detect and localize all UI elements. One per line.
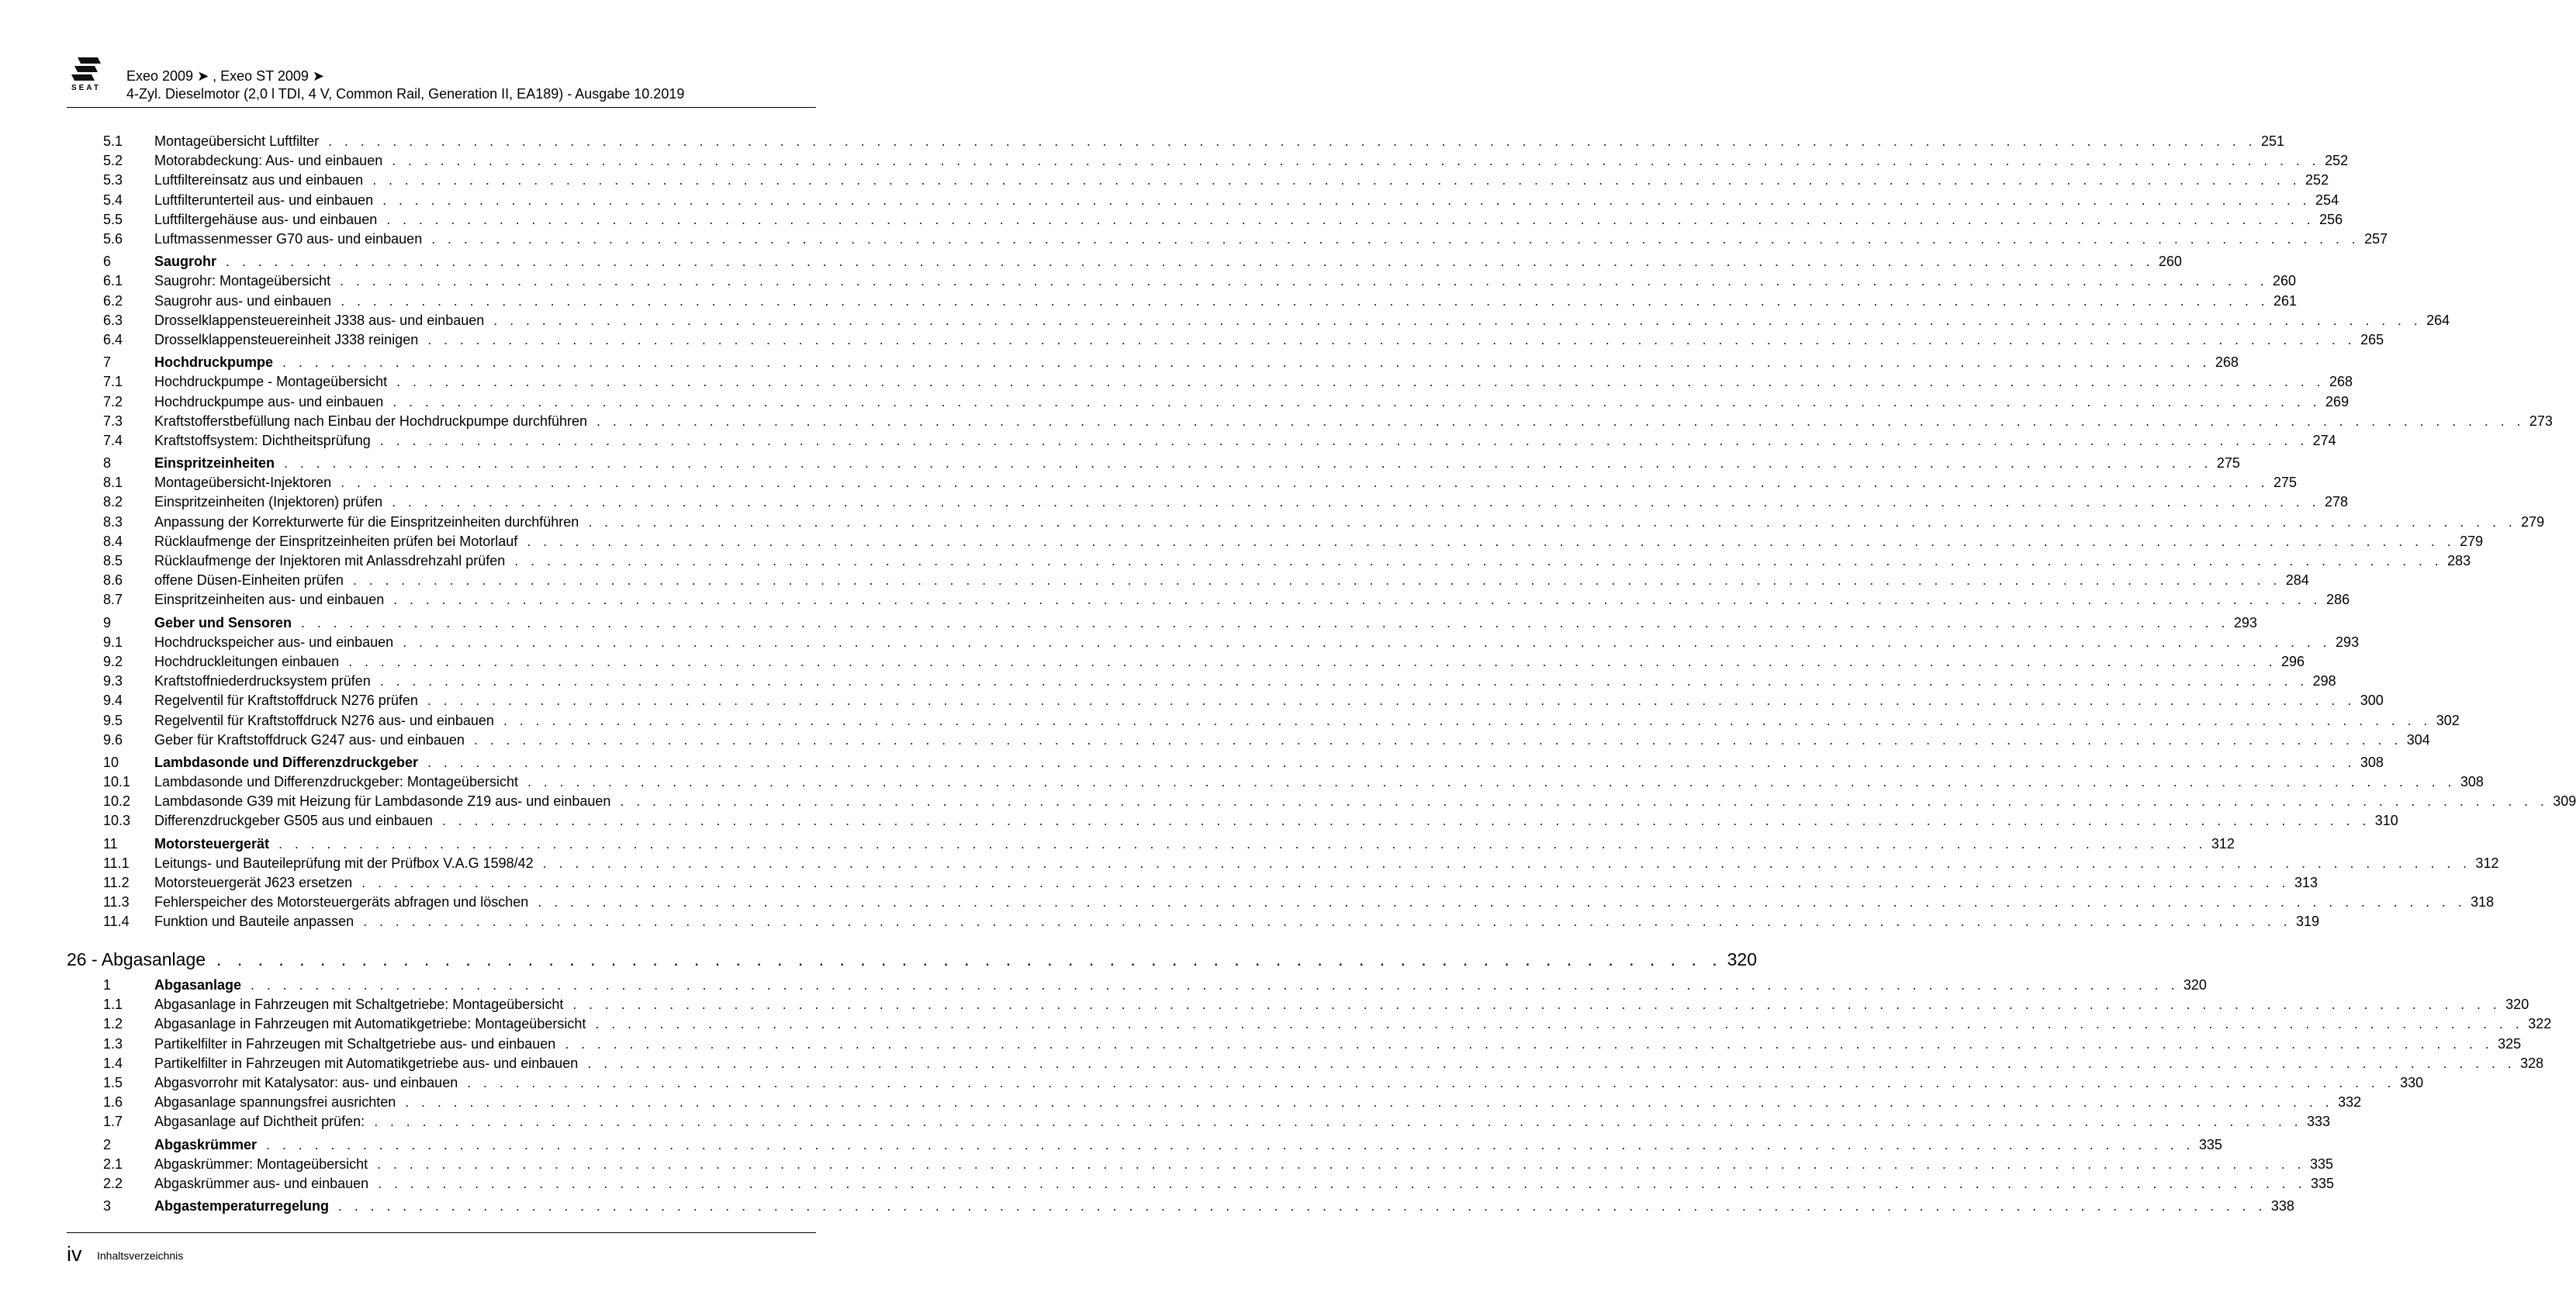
toc-entry-page: 265 <box>2360 331 2384 347</box>
toc-entry-page: 335 <box>2311 1175 2335 1191</box>
toc-entry-title: Abgasvorrohr mit Katalysator: aus- und einbauen <box>154 1075 458 1091</box>
toc-entry-title: Leitungs- und Bauteileprüfung mit der Prüfbox V.A.G 1598/42 <box>154 855 534 871</box>
toc-entry-row[interactable] <box>103 1155 2334 1174</box>
toc-leader-dots: . . . . . . . . . . . . . . . . . . . . . . . . . . . . . . . . . . . . . . . . . . . . . . . . . . . . . . . . . . . . . . . . . . . . . . . . . . . . . . . . . . . . . . . . . . . . . . . . . . . . . . . . . . . . . . . . . . . . . . . . <box>278 835 2207 852</box>
toc-entry-title: Rücklaufmenge der Injektoren mit Anlassdrehzahl prüfen <box>154 553 506 569</box>
toc-leader-dots: . . . . . . . . . . . . . . . . . . . . . . . . . . . . . . . . . . . . . . . . . . . . . . . . . . . . . . . . . . . . . . . . . . . . . . . . . . . . . . . . . . . . . . . . . . . . . . . . . . . . . . . . . . . . . . . . . . . . . . . . <box>284 455 2212 472</box>
toc-leader-dots: . . . . . . . . . . . . . . . . . . . . . . . . . . . . . . . . . . . . . . . . . . . . . . . . . . . . . . . . . . . . . . . . . . . . . . . . . . . . . . . . . . . . . . . . . . . . . . . . . . . . . . . . . . . . . . . . . . . . . . . . <box>538 894 2467 910</box>
toc-entry-row[interactable] <box>103 652 2305 672</box>
toc-entry-title: Geber und Sensoren <box>154 614 292 631</box>
toc-entry-page: 268 <box>2215 354 2239 371</box>
toc-entry-title: Luftfiltereinsatz aus und einbauen <box>154 172 364 188</box>
toc-leader-dots: . . . . . . . . . . . . . . . . . . . . . . . . . . . . . . . . . . . . . . . . . . . . . . . . . . . . . . . . . . . . . . . . . . . . . . . . . . . . . . . . . . . . . . . . . . . . . . . . . . . . . . . . . . . . . . . . . . . . . . . . <box>341 292 2270 309</box>
toc-leader-dots: . . . . . . . . . . . . . . . . . . . . . . . . . . . . . . . . . . . . . . . . . . . . . . . . . . . . . . . . . . . . . . . . . . . . . . . . . . . . . . . . . . . . . . . . . . . . . . . . . . . . . . . . . . . . . . . . . . . . . . . . <box>596 413 2525 429</box>
toc-entry-page: 325 <box>2498 1035 2522 1052</box>
toc-list-abgasanlage <box>103 973 2552 1216</box>
toc-entry-row[interactable] <box>103 330 2384 350</box>
toc-entry-number: 9.6 <box>103 731 123 748</box>
toc-leader-dots: . . . . . . . . . . . . . . . . . . . . . . . . . . . . . . . . . . . . . . . . . . . . . . . . . . . . . . . . . . . . . . . . . . . . . . . . . . . . . . . . . . . . . . . . . . . . . . . . . . . . . . . . . . . . . . . . . . . . . . . . <box>382 192 2311 208</box>
seat-logo <box>67 56 113 95</box>
toc-entry-page: 319 <box>2296 914 2320 930</box>
toc-leader-dots: . . . . . . . . . . . . . . . . . . . . . . . . . . . . . . . . . . . . . . . . . . . . . . . . . . . . . . . . . . . . . . . . . . . . . . . . . . . . . . . . . . . . . . . . . . . . . . . . . . . . . . . . . . . . . . . . . . . . . . . . <box>396 374 2325 390</box>
toc-entry-page: 269 <box>2325 393 2350 409</box>
toc-entry-number: 9.1 <box>103 634 123 650</box>
toc-entry-number: 1.7 <box>103 1114 123 1130</box>
toc-entry-number: 10 <box>103 754 119 770</box>
toc-entry-number: 6 <box>103 254 112 270</box>
toc-entry-title: offene Düsen-Einheiten prüfen <box>154 572 344 589</box>
toc-entry-page: 274 <box>2312 432 2336 448</box>
toc-leader-dots: . . . . . . . . . . . . . . . . . . . . . . . . . . . . . . . . . . . . . . . . . . . . . . . . . . . . . . . . . . . . . . . . . . . . . . . . . . . . . . . . . . . . . . . . . . . . . . . . . . . . . . . . . . . . . . . . . . . . . . . . <box>403 634 2332 650</box>
toc-leader-dots: . . . . . . . . . . . . . . . . . . . . . . . . . . . . . . . . . . . . . . . . . . . . . . . . . . . . . . . . . . . . . . . . . . . . . . . . . . . . . . . . . . . . . . . . . . . . . . . . . . . . . . . . . . . . . . . . . . . . . . . . <box>467 1075 2396 1091</box>
toc-leader-dots: . . . . . . . . . . . . . . . . . . . . . . . . . . . . . . . . . . . . . . . . . . . . . . . . . . . . . . . . . . . . . . . . . . . . . . . . . . . . . . . . . . . . . . . . . . . . . . . . . . . . . . . . . . . . . . . . . . . . . . . . <box>527 774 2456 790</box>
toc-entry-row[interactable] <box>103 1035 2522 1054</box>
toc-leader-dots: . . . . . . . . . . . . . . . . . . . . . . . . . . . . . . . . . . . . . . . . . . . . . . . . . . . . . . . . . . . . . . . . . . . . . . . . . . . . . . . . . . . . . . . . . . . . . . . . . . . . . . . . . . . . . . . . . . . . . . . . <box>392 153 2321 169</box>
toc-entry-row[interactable] <box>103 893 2495 912</box>
toc-entry-page: 252 <box>2305 172 2329 188</box>
toc-entry-number: 7.2 <box>103 393 123 409</box>
header-engine: 4-Zyl. Dieselmotor (2,0 l TDI, 4 V, Common Rail, Generation II, EA189) - Ausgabe 10.2019 <box>126 86 685 102</box>
toc-leader-dots: . . . . . . . . . . . . . . . . . . . . . . . . . . . . . . . . . . . . . . . . . . . . . . . . . . . . . . . . . . . . . . . . . . . . . . . . . . . . . . . . . . . . . . . . . . . . . . . . . . . . . . . . . . . . . . . . . . . . . . . . <box>527 533 2456 549</box>
toc-leader-dots: . . . . . . . . . . . . . . . . . . . . . . . . . . . . . . . . . . . . . . . . . . . . . . . . . . . . . . . . . . . . . . . . . . . . . . . . . . . . . . . . . . . . . . . . . . . . . . . . . . . . . . . . . . . . . . . . . . . . . . . . <box>431 231 2360 247</box>
toc-entry-row[interactable] <box>103 492 2349 512</box>
toc-leader-dots: . . . . . . . . . . . . . . . . . . . . . . . . . . . . . . . . . . . . . . . . . . . . . . . . . . . . . . . . . . . . . . . . . . . . . . . . . . . . . . . . . . . . . . . . . . . . . . . . . . . . . . . . . . . . . . . . . . . . . . . . <box>427 754 2356 770</box>
toc-leader-dots: . . . . . . . . . . . . . . . . . . . . . . . . . . . . . . . . . . . . . . . . . . . . . . . . . . . . . . . . . . . . . . . . . . . . . . . . . . . . . . . . . . . . . . . . . . . . . . . . . . . . . . . . . . . . . . . . . . . . . . . . <box>377 1156 2305 1172</box>
toc-entry-page: 304 <box>2406 731 2430 748</box>
toc-leader-dots: . . . . . . . . . . . . . . . . . . . . . . . . . . . . . . . . . . . . . . . . . . . . . . . . . . . . . . . . . . . . . . . . . . . . . . . . . . . . . . . . . . . . . . . . . . . . . . . . . . . . . . . . . . . . . . . . . . . . . . . . <box>378 1175 2307 1191</box>
toc-entry-number: 1.6 <box>103 1094 123 1111</box>
toc-entry-number: 1 <box>103 977 112 993</box>
toc-entry-page: 312 <box>2211 835 2235 852</box>
toc-entry-page: 254 <box>2315 192 2339 208</box>
toc-entry-row[interactable] <box>103 772 2484 792</box>
toc-entry-title: Luftfilterunterteil aus- und einbauen <box>154 192 374 208</box>
toc-leader-dots: . . . . . . . . . . . . . . . . . . . . . . . . . . . . . . . . . . . . . . . . . . . . . . . . . . . . . . . . . . . . . . . . . . . . . . . . . . . . . . . . . . . . . . . . . . . . . . . . . . . . . . . . . . . . . . . . . . . . . . . . <box>473 731 2402 748</box>
toc-entry-row[interactable] <box>103 1014 2552 1034</box>
toc-entry-page: 260 <box>2272 273 2297 289</box>
toc-entry-number: 6.1 <box>103 273 123 289</box>
toc-entry-page: 335 <box>2309 1156 2334 1172</box>
toc-entry-number: 8.7 <box>103 592 123 608</box>
toc-section-row[interactable] <box>103 976 2207 995</box>
toc-leader-dots: . . . . . . . . . . . . . . . . . . . . . . . . . . . . . . . . . . . . . . . . . . . . . . . . . . . . . . . . . . . . . . . . . . . . . . . . . . . . . . . . . . . . . . . . . . . . . . . . . . . . . . . . . . . . . . . . . . . . . . . . <box>441 813 2370 829</box>
toc-entry-row[interactable] <box>103 571 2309 590</box>
toc-entry-row[interactable] <box>103 633 2360 652</box>
toc-entry-number: 8.4 <box>103 533 123 549</box>
toc-entry-title: Motorsteuergerät <box>154 835 270 852</box>
toc-entry-number: 2.1 <box>103 1156 123 1172</box>
toc-leader-dots: . . . . . . . . . . . . . . . . . . . . . . . . . . . . . . . . . . . . . . . . . . . . . . . . . . . . . . . . . . . . . . . . . . . . . . . . . . . . . . . . . . . . . . . . . . . . . . . . . . . . . . . . . . . . . . . . . . . . . . . . <box>363 914 2292 930</box>
toc-entry-number: 3 <box>103 1198 112 1214</box>
toc-entry-number: 5.1 <box>103 133 123 150</box>
toc-entry-page: 302 <box>2436 712 2460 728</box>
toc-entry-number: 9.5 <box>103 712 123 728</box>
chapter-leader-dots: . . . . . . . . . . . . . . . . . . . . . . . . . . . . . . . . . . . . . . . . . . . . . . . . . . . . . . . . . . . . . . . . . . . . . . . . . <box>216 948 1723 969</box>
toc-entry-title: Abgasanlage in Fahrzeugen mit Schaltgetriebe: Montageübersicht <box>154 997 564 1013</box>
toc-entry-title: Abgasanlage spannungsfrei ausrichten <box>154 1094 396 1111</box>
toc-entry-title: Saugrohr: Montageübersicht <box>154 273 331 289</box>
toc-entry-title: Anpassung der Korrekturwerte für die Einspritzeinheiten durchführen <box>154 513 579 530</box>
footer-label: Inhaltsverzeichnis <box>97 1249 184 1262</box>
toc-entry-number: 10.2 <box>103 793 131 810</box>
toc-entry-row[interactable] <box>103 171 2329 190</box>
toc-entry-title: Partikelfilter in Fahrzeugen mit Schaltgetriebe aus- und einbauen <box>154 1035 556 1052</box>
toc-leader-dots: . . . . . . . . . . . . . . . . . . . . . . . . . . . . . . . . . . . . . . . . . . . . . . . . . . . . . . . . . . . . . . . . . . . . . . . . . . . . . . . . . . . . . . . . . . . . . . . . . . . . . . . . . . . . . . . . . . . . . . . . <box>340 273 2268 289</box>
toc-entry-row[interactable] <box>103 1174 2335 1194</box>
toc-entry-page: 298 <box>2312 673 2336 689</box>
toc-entry-title: Hochdruckpumpe - Montageübersicht <box>154 374 388 390</box>
toc-entry-title: Einspritzeinheiten <box>154 455 275 472</box>
toc-entry-number: 8.6 <box>103 572 123 589</box>
toc-entry-title: Partikelfilter in Fahrzeugen mit Automatikgetriebe aus- und einbauen <box>154 1055 579 1071</box>
toc-entry-number: 7.4 <box>103 432 123 448</box>
toc-entry-number: 5.6 <box>103 231 123 247</box>
toc-entry-number: 8.3 <box>103 513 123 530</box>
toc-entry-number: 9.2 <box>103 653 123 669</box>
toc-entry-row[interactable] <box>103 191 2339 210</box>
toc-entry-number: 8 <box>103 455 112 472</box>
toc-entry-page: 328 <box>2520 1055 2544 1071</box>
page-header <box>67 53 816 108</box>
toc-entry-number: 7.3 <box>103 413 123 429</box>
toc-entry-title: Motorsteuergerät J623 ersetzen <box>154 875 353 891</box>
toc-entry-number: 11.2 <box>103 875 130 891</box>
toc-entry-number: 2.2 <box>103 1175 123 1191</box>
toc-entry-title: Fehlerspeicher des Motorsteuergeräts abfragen und löschen <box>154 894 529 910</box>
toc-leader-dots: . . . . . . . . . . . . . . . . . . . . . . . . . . . . . . . . . . . . . . . . . . . . . . . . . . . . . . . . . . . . . . . . . . . . . . . . . . . . . . . . . . . . . . . . . . . . . . . . . . . . . . . . . . . . . . . . . . . . . . . . <box>348 653 2277 669</box>
toc-entry-page: 332 <box>2338 1094 2362 1111</box>
toc-leader-dots: . . . . . . . . . . . . . . . . . . . . . . . . . . . . . . . . . . . . . . . . . . . . . . . . . . . . . . . . . . . . . . . . . . . . . . . . . . . . . . . . . . . . . . . . . . . . . . . . . . . . . . . . . . . . . . . . . . . . . . . . <box>338 1198 2267 1214</box>
chapter-page: 320 <box>1727 948 1757 969</box>
toc-entry-row[interactable] <box>103 691 2384 710</box>
toc-entry-title: Hochdruckpumpe aus- und einbauen <box>154 393 384 409</box>
toc-entry-number: 1.2 <box>103 1016 123 1032</box>
toc-entry-page: 309 <box>2553 793 2576 810</box>
toc-entry-title: Abgasanlage in Fahrzeugen mit Automatikgetriebe: Montageübersicht <box>154 1016 586 1032</box>
toc-entry-title: Saugrohr aus- und einbauen <box>154 292 332 309</box>
toc-entry-number: 5.3 <box>103 172 123 188</box>
toc-leader-dots: . . . . . . . . . . . . . . . . . . . . . . . . . . . . . . . . . . . . . . . . . . . . . . . . . . . . . . . . . . . . . . . . . . . . . . . . . . . . . . . . . . . . . . . . . . . . . . . . . . . . . . . . . . . . . . . . . . . . . . . . <box>251 977 2179 993</box>
toc-entry-title: Montageübersicht-Injektoren <box>154 475 332 491</box>
toc-entry-row[interactable] <box>103 912 2320 931</box>
toc-entry-page: 264 <box>2426 312 2450 328</box>
toc-leader-dots: . . . . . . . . . . . . . . . . . . . . . . . . . . . . . . . . . . . . . . . . . . . . . . . . . . . . . . . . . . . . . . . . . . . . . . . . . . . . . . . . . . . . . . . . . . . . . . . . . . . . . . . . . . . . . . . . . . . . . . . . <box>379 432 2308 448</box>
toc-entry-title: Lambdasonde und Differenzdruckgeber <box>154 754 419 770</box>
toc-entry-page: 310 <box>2374 813 2398 829</box>
toc-entry-page: 260 <box>2158 254 2182 270</box>
toc-entry-title: Luftfiltergehäuse aus- und einbauen <box>154 211 378 227</box>
toc-leader-dots: . . . . . . . . . . . . . . . . . . . . . . . . . . . . . . . . . . . . . . . . . . . . . . . . . . . . . . . . . . . . . . . . . . . . . . . . . . . . . . . . . . . . . . . . . . . . . . . . . . . . . . . . . . . . . . . . . . . . . . . . <box>372 172 2301 188</box>
toc-leader-dots: . . . . . . . . . . . . . . . . . . . . . . . . . . . . . . . . . . . . . . . . . . . . . . . . . . . . . . . . . . . . . . . . . . . . . . . . . . . . . . . . . . . . . . . . . . . . . . . . . . . . . . . . . . . . . . . . . . . . . . . . <box>503 712 2432 728</box>
toc-entry-title: Regelventil für Kraftstoffdruck N276 aus- und einbauen <box>154 712 494 728</box>
toc-entry-number: 1.1 <box>103 997 123 1013</box>
toc-entry-title: Hochdruckleitungen einbauen <box>154 653 340 669</box>
toc-leader-dots: . . . . . . . . . . . . . . . . . . . . . . . . . . . . . . . . . . . . . . . . . . . . . . . . . . . . . . . . . . . . . . . . . . . . . . . . . . . . . . . . . . . . . . . . . . . . . . . . . . . . . . . . . . . . . . . . . . . . . . . . <box>620 793 2549 810</box>
toc-entry-row[interactable] <box>103 1093 2362 1112</box>
toc-entry-number: 5.5 <box>103 211 123 227</box>
toc-entry-row[interactable] <box>103 672 2336 691</box>
toc-entry-row[interactable] <box>103 392 2350 411</box>
toc-entry-page: 320 <box>2505 997 2529 1013</box>
toc-leader-dots: . . . . . . . . . . . . . . . . . . . . . . . . . . . . . . . . . . . . . . . . . . . . . . . . . . . . . . . . . . . . . . . . . . . . . . . . . . . . . . . . . . . . . . . . . . . . . . . . . . . . . . . . . . . . . . . . . . . . . . . . <box>542 855 2471 871</box>
toc-entry-row[interactable] <box>103 230 2388 249</box>
toc-section-row[interactable] <box>103 1135 2222 1155</box>
toc-entry-page: 278 <box>2325 494 2349 510</box>
toc-entry-row[interactable] <box>103 532 2484 551</box>
toc-entry-row[interactable] <box>103 792 2576 811</box>
toc-entry-row[interactable] <box>103 995 2529 1014</box>
toc-leader-dots: . . . . . . . . . . . . . . . . . . . . . . . . . . . . . . . . . . . . . . . . . . . . . . . . . . . . . . . . . . . . . . . . . . . . . . . . . . . . . . . . . . . . . . . . . . . . . . . . . . . . . . . . . . . . . . . . . . . . . . . . <box>282 354 2211 371</box>
toc-entry-page: 293 <box>2233 614 2257 631</box>
toc-entry-page: 256 <box>2319 211 2343 227</box>
toc-leader-dots: . . . . . . . . . . . . . . . . . . . . . . . . . . . . . . . . . . . . . . . . . . . . . . . . . . . . . . . . . . . . . . . . . . . . . . . . . . . . . . . . . . . . . . . . . . . . . . . . . . . . . . . . . . . . . . . . . . . . . . . . <box>379 673 2308 689</box>
toc-entry-number: 11.1 <box>103 855 130 871</box>
toc-leader-dots: . . . . . . . . . . . . . . . . . . . . . . . . . . . . . . . . . . . . . . . . . . . . . . . . . . . . . . . . . . . . . . . . . . . . . . . . . . . . . . . . . . . . . . . . . . . . . . . . . . . . . . . . . . . . . . . . . . . . . . . . <box>572 997 2502 1013</box>
toc-entry-page: 284 <box>2285 572 2309 589</box>
toc-leader-dots: . . . . . . . . . . . . . . . . . . . . . . . . . . . . . . . . . . . . . . . . . . . . . . . . . . . . . . . . . . . . . . . . . . . . . . . . . . . . . . . . . . . . . . . . . . . . . . . . . . . . . . . . . . . . . . . . . . . . . . . . <box>341 475 2269 491</box>
toc-entry-row[interactable] <box>103 292 2298 311</box>
toc-entry-title: Drosselklappensteuereinheit J338 aus- und einbauen <box>154 312 485 328</box>
toc-entry-page: 312 <box>2475 855 2499 871</box>
toc-entry-row[interactable] <box>103 431 2336 451</box>
toc-entry-title: Kraftstoffsystem: Dichtheitsprüfung <box>154 432 371 448</box>
toc-section-row[interactable] <box>103 1197 2294 1216</box>
toc-entry-page: 308 <box>2360 754 2384 770</box>
toc-entry-row[interactable] <box>103 271 2297 291</box>
toc-entry-page: 300 <box>2360 693 2384 709</box>
toc-leader-dots: . . . . . . . . . . . . . . . . . . . . . . . . . . . . . . . . . . . . . . . . . . . . . . . . . . . . . . . . . . . . . . . . . . . . . . . . . . . . . . . . . . . . . . . . . . . . . . . . . . . . . . . . . . . . . . . . . . . . . . . . <box>361 875 2290 891</box>
toc-entry-page: 318 <box>2471 894 2495 910</box>
toc-entry-row[interactable] <box>103 811 2398 831</box>
toc-entry-title: Abgasanlage auf Dichtheit prüfen: <box>154 1114 365 1130</box>
toc-leader-dots: . . . . . . . . . . . . . . . . . . . . . . . . . . . . . . . . . . . . . . . . . . . . . . . . . . . . . . . . . . . . . . . . . . . . . . . . . . . . . . . . . . . . . . . . . . . . . . . . . . . . . . . . . . . . . . . . . . . . . . . . <box>352 572 2281 589</box>
toc-leader-dots: . . . . . . . . . . . . . . . . . . . . . . . . . . . . . . . . . . . . . . . . . . . . . . . . . . . . . . . . . . . . . . . . . . . . . . . . . . . . . . . . . . . . . . . . . . . . . . . . . . . . . . . . . . . . . . . . . . . . . . . . <box>392 494 2321 510</box>
toc-entry-page: 338 <box>2270 1198 2294 1214</box>
toc-leader-dots: . . . . . . . . . . . . . . . . . . . . . . . . . . . . . . . . . . . . . . . . . . . . . . . . . . . . . . . . . . . . . . . . . . . . . . . . . . . . . . . . . . . . . . . . . . . . . . . . . . . . . . . . . . . . . . . . . . . . . . . . <box>405 1094 2334 1111</box>
toc-entry-number: 10.1 <box>103 774 131 790</box>
toc-entry-number: 10.3 <box>103 813 131 829</box>
toc-entry-number: 11 <box>103 835 118 852</box>
toc-entry-page: 330 <box>2400 1075 2424 1091</box>
toc-entry-title: Hochdruckpumpe <box>154 354 274 371</box>
toc-leader-dots: . . . . . . . . . . . . . . . . . . . . . . . . . . . . . . . . . . . . . . . . . . . . . . . . . . . . . . . . . . . . . . . . . . . . . . . . . . . . . . . . . . . . . . . . . . . . . . . . . . . . . . . . . . . . . . . . . . . . . . . . <box>226 254 2154 270</box>
toc-entry-row[interactable] <box>103 372 2353 392</box>
toc-entry-page: 279 <box>2521 513 2545 530</box>
toc-entry-row[interactable] <box>103 1073 2424 1093</box>
toc-entry-row[interactable] <box>103 311 2450 330</box>
toc-entry-row[interactable] <box>103 854 2499 873</box>
toc-entry-title: Montageübersicht Luftfilter <box>154 133 320 150</box>
toc-entry-row[interactable] <box>103 1112 2331 1132</box>
toc-entry-page: 308 <box>2460 774 2484 790</box>
footer-rule <box>67 1232 816 1233</box>
toc-entry-page: 275 <box>2273 475 2298 491</box>
toc-entry-number: 9.4 <box>103 693 123 709</box>
toc-section-row[interactable] <box>103 353 2239 372</box>
toc-leader-dots: . . . . . . . . . . . . . . . . . . . . . . . . . . . . . . . . . . . . . . . . . . . . . . . . . . . . . . . . . . . . . . . . . . . . . . . . . . . . . . . . . . . . . . . . . . . . . . . . . . . . . . . . . . . . . . . . . . . . . . . . <box>587 1055 2516 1071</box>
toc-entry-number: 5.4 <box>103 192 123 208</box>
toc-entry-title: Abgaskrümmer <box>154 1136 258 1152</box>
toc-entry-row[interactable] <box>103 513 2545 532</box>
toc-entry-number: 7 <box>103 354 112 371</box>
toc-entry-page: 279 <box>2460 533 2484 549</box>
seat-s-icon <box>67 56 113 84</box>
toc-entry-row[interactable] <box>103 412 2553 431</box>
toc-entry-title: Regelventil für Kraftstoffdruck N276 prüfen <box>154 693 418 709</box>
toc-entry-title: Lambdasonde G39 mit Heizung für Lambdasonde Z19 aus- und einbauen <box>154 793 611 810</box>
toc-leader-dots: . . . . . . . . . . . . . . . . . . . . . . . . . . . . . . . . . . . . . . . . . . . . . . . . . . . . . . . . . . . . . . . . . . . . . . . . . . . . . . . . . . . . . . . . . . . . . . . . . . . . . . . . . . . . . . . . . . . . . . . . <box>301 614 2229 631</box>
toc-entry-number: 6.3 <box>103 312 123 328</box>
toc-entry-page: 257 <box>2364 231 2388 247</box>
toc-entry-title: Luftmassenmesser G70 aus- und einbauen <box>154 231 423 247</box>
toc-entry-title: Funktion und Bauteile anpassen <box>154 914 354 930</box>
toc-leader-dots: . . . . . . . . . . . . . . . . . . . . . . . . . . . . . . . . . . . . . . . . . . . . . . . . . . . . . . . . . . . . . . . . . . . . . . . . . . . . . . . . . . . . . . . . . . . . . . . . . . . . . . . . . . . . . . . . . . . . . . . . <box>595 1016 2524 1032</box>
header-models: Exeo 2009 ➤ , Exeo ST 2009 ➤ <box>126 68 324 84</box>
toc-entry-row[interactable] <box>103 473 2298 492</box>
toc-entry-page: 286 <box>2326 592 2350 608</box>
toc-entry-page: 296 <box>2281 653 2305 669</box>
toc-leader-dots: . . . . . . . . . . . . . . . . . . . . . . . . . . . . . . . . . . . . . . . . . . . . . . . . . . . . . . . . . . . . . . . . . . . . . . . . . . . . . . . . . . . . . . . . . . . . . . . . . . . . . . . . . . . . . . . . . . . . . . . . <box>328 133 2256 150</box>
toc-leader-dots: . . . . . . . . . . . . . . . . . . . . . . . . . . . . . . . . . . . . . . . . . . . . . . . . . . . . . . . . . . . . . . . . . . . . . . . . . . . . . . . . . . . . . . . . . . . . . . . . . . . . . . . . . . . . . . . . . . . . . . . . <box>565 1035 2494 1052</box>
toc-leader-dots: . . . . . . . . . . . . . . . . . . . . . . . . . . . . . . . . . . . . . . . . . . . . . . . . . . . . . . . . . . . . . . . . . . . . . . . . . . . . . . . . . . . . . . . . . . . . . . . . . . . . . . . . . . . . . . . . . . . . . . . . <box>427 331 2356 347</box>
toc-entry-title: Kraftstoffniederdrucksystem prüfen <box>154 673 371 689</box>
toc-section-row[interactable] <box>103 613 2257 633</box>
toc-entry-number: 9 <box>103 614 112 631</box>
toc-entry-number: 8.5 <box>103 553 123 569</box>
toc-entry-page: 293 <box>2336 634 2360 650</box>
toc-leader-dots: . . . . . . . . . . . . . . . . . . . . . . . . . . . . . . . . . . . . . . . . . . . . . . . . . . . . . . . . . . . . . . . . . . . . . . . . . . . . . . . . . . . . . . . . . . . . . . . . . . . . . . . . . . . . . . . . . . . . . . . . <box>514 553 2443 569</box>
toc-entry-title: Kraftstofferstbefüllung nach Einbau der Hochdruckpumpe durchführen <box>154 413 588 429</box>
toc-entry-page: 268 <box>2329 374 2353 390</box>
toc-entry-number: 6.4 <box>103 331 123 347</box>
toc-entry-number: 2 <box>103 1136 112 1152</box>
toc-entry-number: 6.2 <box>103 292 123 309</box>
toc-entry-number: 11.3 <box>103 894 130 910</box>
toc-entry-title: Saugrohr <box>154 254 217 270</box>
toc-entry-page: 320 <box>2183 977 2207 993</box>
toc-entry-number: 1.3 <box>103 1035 123 1052</box>
toc-entry-title: Geber für Kraftstoffdruck G247 aus- und einbauen <box>154 731 465 748</box>
toc-entry-page: 335 <box>2198 1136 2222 1152</box>
toc-entry-title: Einspritzeinheiten (Injektoren) prüfen <box>154 494 383 510</box>
toc-entry-row[interactable] <box>103 873 2318 893</box>
toc-entry-number: 11.4 <box>103 914 130 930</box>
toc-entry-row[interactable] <box>103 210 2343 230</box>
toc-entry-row[interactable] <box>103 590 2350 610</box>
toc-entry-title: Abgastemperaturregelung <box>154 1198 330 1214</box>
toc-entry-page: 283 <box>2447 553 2471 569</box>
toc-entry-page: 333 <box>2307 1114 2331 1130</box>
toc-entry-number: 9.3 <box>103 673 123 689</box>
toc-leader-dots: . . . . . . . . . . . . . . . . . . . . . . . . . . . . . . . . . . . . . . . . . . . . . . . . . . . . . . . . . . . . . . . . . . . . . . . . . . . . . . . . . . . . . . . . . . . . . . . . . . . . . . . . . . . . . . . . . . . . . . . . <box>392 393 2322 409</box>
toc-leader-dots: . . . . . . . . . . . . . . . . . . . . . . . . . . . . . . . . . . . . . . . . . . . . . . . . . . . . . . . . . . . . . . . . . . . . . . . . . . . . . . . . . . . . . . . . . . . . . . . . . . . . . . . . . . . . . . . . . . . . . . . . <box>427 693 2356 709</box>
toc-entry-title: Motorabdeckung: Aus- und einbauen <box>154 153 383 169</box>
toc-entry-page: 261 <box>2273 292 2298 309</box>
toc-entry-title: Rücklaufmenge der Einspritzeinheiten prüfen bei Motorlauf <box>154 533 518 549</box>
footer-page-number: iv <box>67 1242 82 1266</box>
toc-entry-number: 1.4 <box>103 1055 123 1071</box>
toc-entry-number: 8.2 <box>103 494 123 510</box>
toc-list <box>103 132 2576 932</box>
toc-entry-title: Differenzdruckgeber G505 aus und einbauen <box>154 813 433 829</box>
toc-leader-dots: . . . . . . . . . . . . . . . . . . . . . . . . . . . . . . . . . . . . . . . . . . . . . . . . . . . . . . . . . . . . . . . . . . . . . . . . . . . . . . . . . . . . . . . . . . . . . . . . . . . . . . . . . . . . . . . . . . . . . . . . <box>493 312 2422 328</box>
toc-chapter[interactable] <box>67 946 1757 973</box>
toc-leader-dots: . . . . . . . . . . . . . . . . . . . . . . . . . . . . . . . . . . . . . . . . . . . . . . . . . . . . . . . . . . . . . . . . . . . . . . . . . . . . . . . . . . . . . . . . . . . . . . . . . . . . . . . . . . . . . . . . . . . . . . . . <box>266 1136 2194 1152</box>
toc-entry-title: Lambdasonde und Differenzdruckgeber: Montageübersicht <box>154 774 518 790</box>
toc-entry-title: Einspritzeinheiten aus- und einbauen <box>154 592 385 608</box>
toc-leader-dots: . . . . . . . . . . . . . . . . . . . . . . . . . . . . . . . . . . . . . . . . . . . . . . . . . . . . . . . . . . . . . . . . . . . . . . . . . . . . . . . . . . . . . . . . . . . . . . . . . . . . . . . . . . . . . . . . . . . . . . . . <box>588 513 2517 530</box>
seat-logo-word: SEAT <box>71 84 101 92</box>
toc-section-row[interactable] <box>103 252 2182 271</box>
toc-entry-title: Hochdruckspeicher aus- und einbauen <box>154 634 394 650</box>
toc-entry-title: Abgaskrümmer aus- und einbauen <box>154 1175 369 1191</box>
toc-entry-page: 275 <box>2216 455 2240 472</box>
toc-entry-row[interactable] <box>103 731 2430 750</box>
toc-entry-number: 8.1 <box>103 475 123 491</box>
toc-entry-page: 273 <box>2529 413 2553 429</box>
toc-entry-row[interactable] <box>103 710 2460 730</box>
toc-entry-row[interactable] <box>103 151 2349 171</box>
toc-entry-number: 1.5 <box>103 1075 123 1091</box>
toc-entry-title: Drosselklappensteuereinheit J338 reinigen <box>154 331 419 347</box>
toc-entry-title: Abgasanlage <box>154 977 242 993</box>
toc-section-row[interactable] <box>103 454 2240 473</box>
toc-entry-page: 322 <box>2528 1016 2552 1032</box>
toc-entry-page: 251 <box>2260 133 2285 150</box>
toc-leader-dots: . . . . . . . . . . . . . . . . . . . . . . . . . . . . . . . . . . . . . . . . . . . . . . . . . . . . . . . . . . . . . . . . . . . . . . . . . . . . . . . . . . . . . . . . . . . . . . . . . . . . . . . . . . . . . . . . . . . . . . . . <box>393 592 2322 608</box>
toc-entry-number: 7.1 <box>103 374 123 390</box>
toc-entry-row[interactable] <box>103 1054 2544 1073</box>
toc-leader-dots: . . . . . . . . . . . . . . . . . . . . . . . . . . . . . . . . . . . . . . . . . . . . . . . . . . . . . . . . . . . . . . . . . . . . . . . . . . . . . . . . . . . . . . . . . . . . . . . . . . . . . . . . . . . . . . . . . . . . . . . . <box>374 1114 2303 1130</box>
toc-entry-title: Abgaskrümmer: Montageübersicht <box>154 1156 368 1172</box>
toc-section-row[interactable] <box>103 753 2384 772</box>
toc-entry-page: 313 <box>2294 875 2318 891</box>
toc-entry-page: 252 <box>2325 153 2349 169</box>
toc-entry-row[interactable] <box>103 551 2471 571</box>
toc-section-row[interactable] <box>103 834 2235 854</box>
chapter-title: 26 - Abgasanlage <box>67 948 206 969</box>
toc-leader-dots: . . . . . . . . . . . . . . . . . . . . . . . . . . . . . . . . . . . . . . . . . . . . . . . . . . . . . . . . . . . . . . . . . . . . . . . . . . . . . . . . . . . . . . . . . . . . . . . . . . . . . . . . . . . . . . . . . . . . . . . . <box>386 211 2315 227</box>
toc-entry-number: 5.2 <box>103 153 123 169</box>
toc-entry-row[interactable] <box>103 132 2285 151</box>
